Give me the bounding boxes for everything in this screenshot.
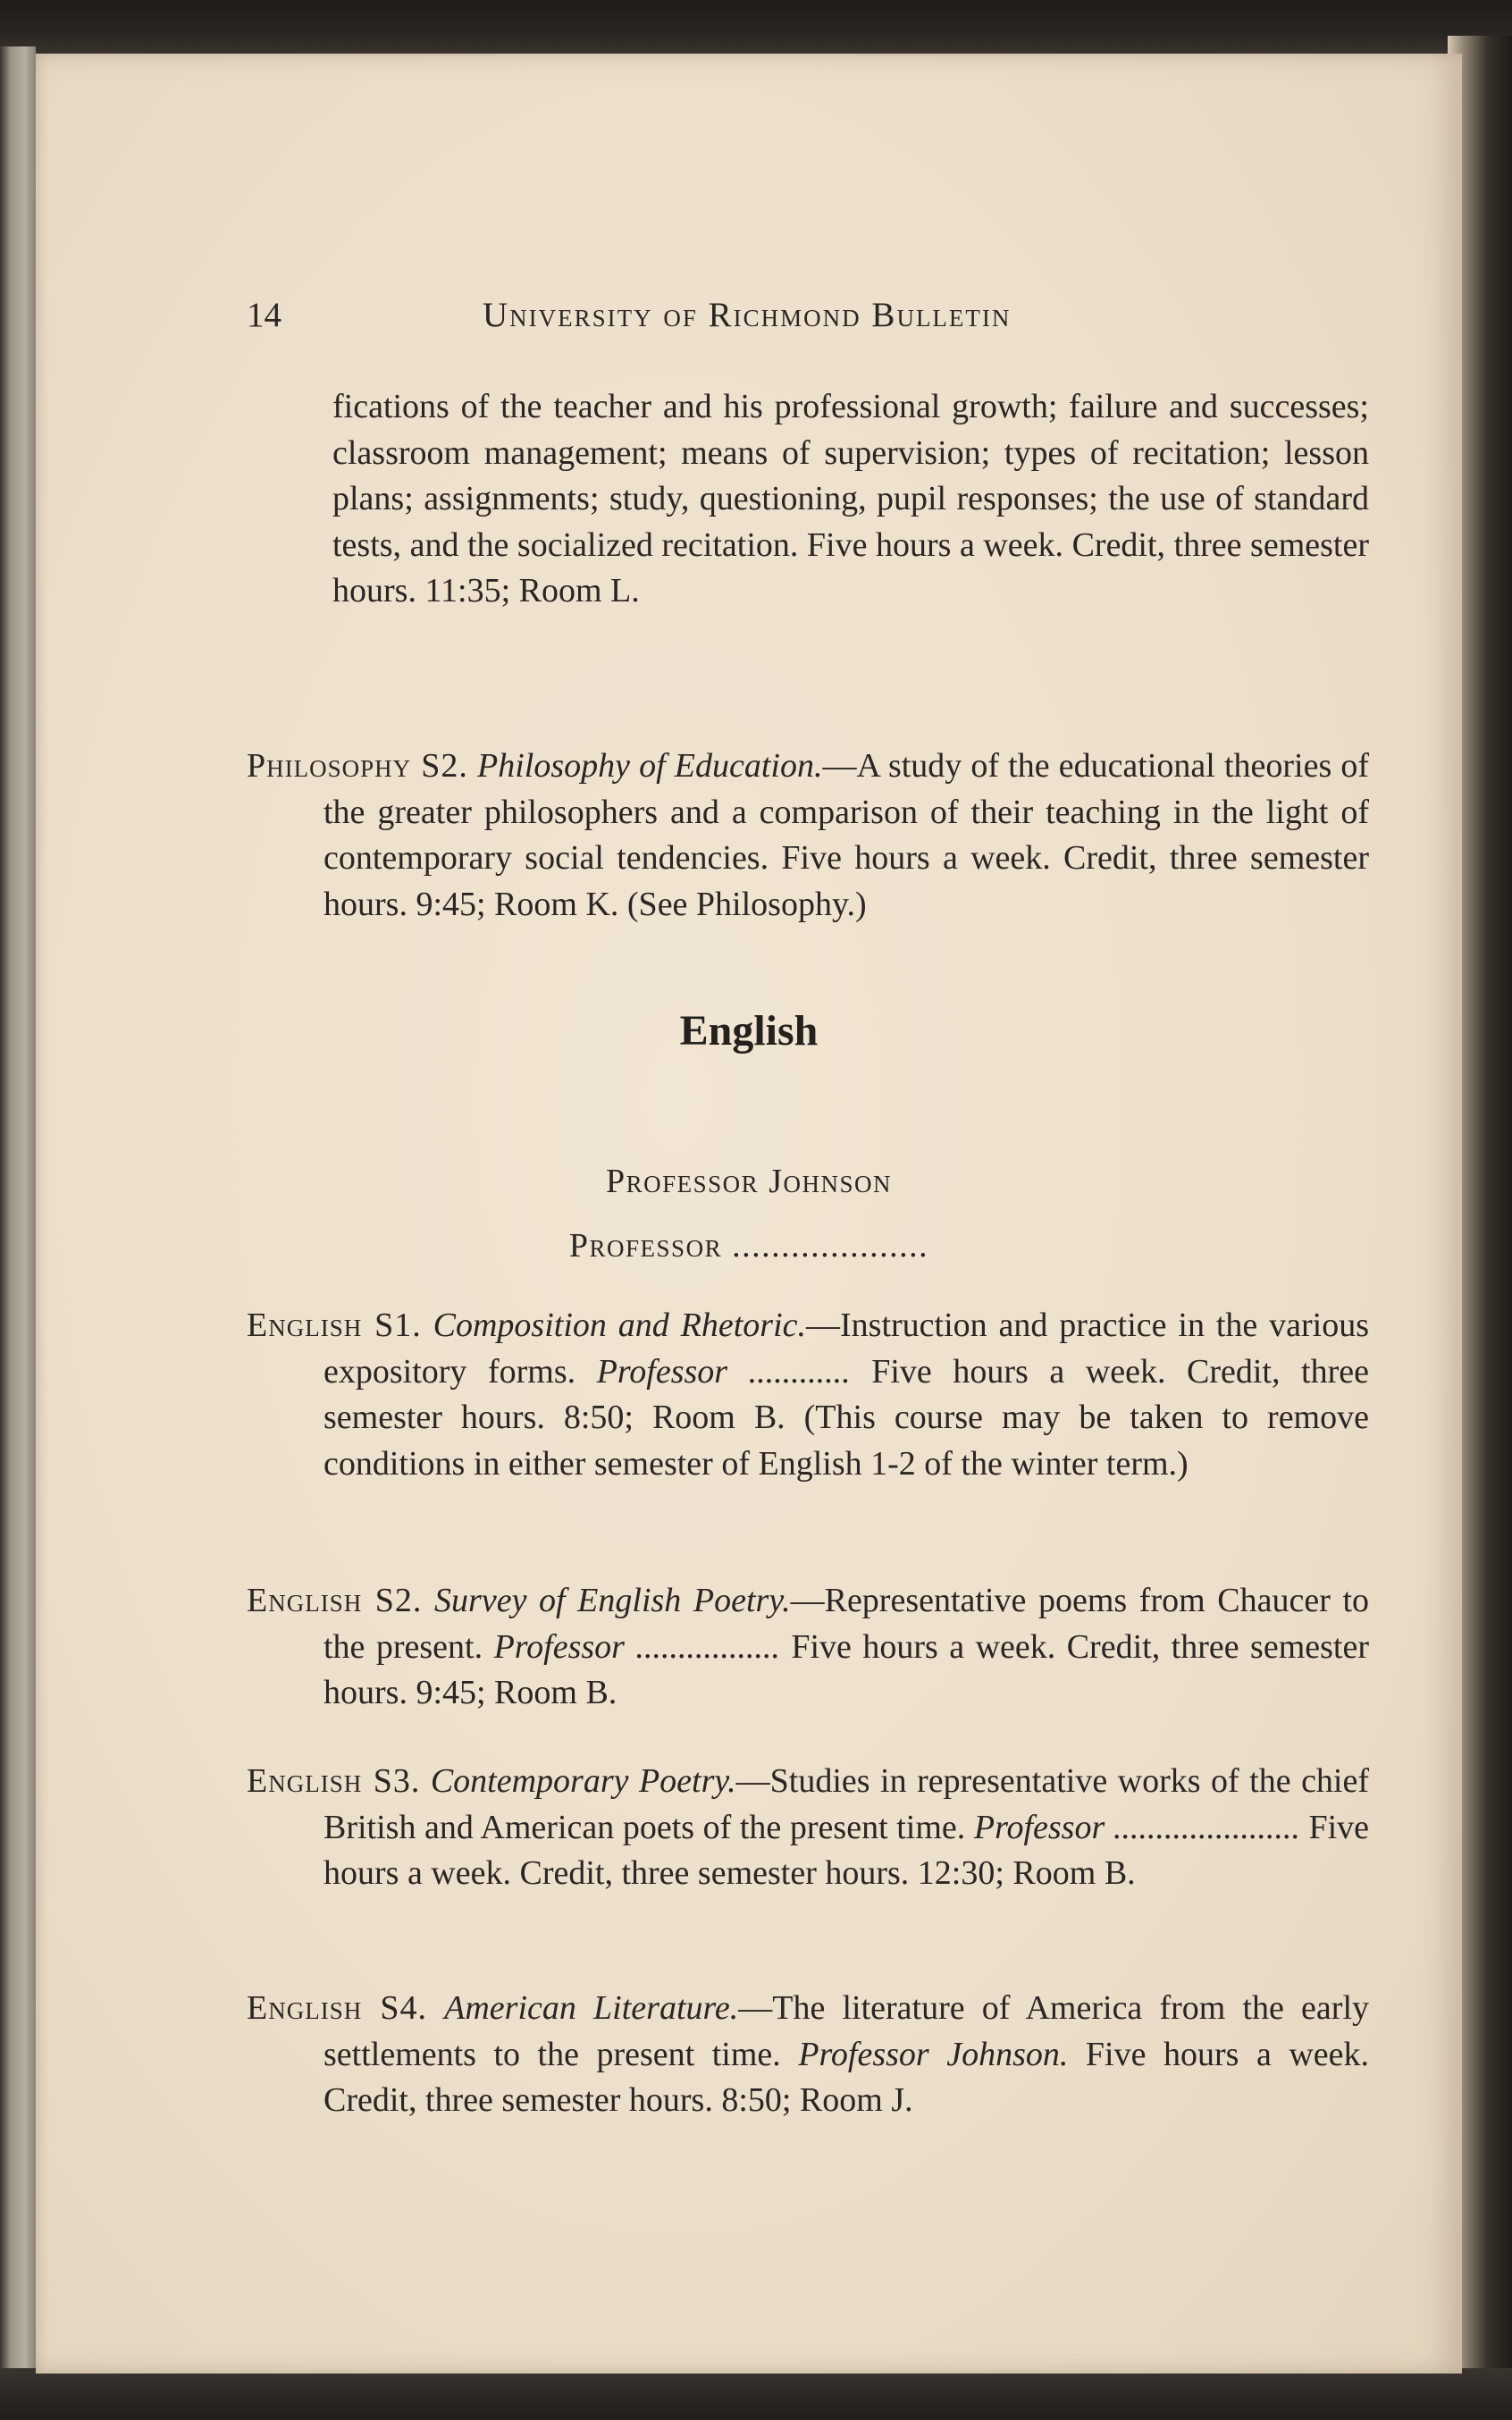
course-description: —Instruction and practice in the various expository forms. — [323, 1307, 1370, 1391]
course-title: American Literature. — [444, 1989, 739, 2027]
course-description: —The literature of America from the early settlements to the present time. — [323, 1989, 1369, 2073]
page-header — [36, 54, 1462, 334]
course-code: English S3. — [247, 1762, 421, 1800]
course-title: Composition and Rhetoric. — [433, 1307, 806, 1344]
course-details: Five hours a week. Credit, three semester hours. 12:30; Room B. — [323, 1808, 1369, 1892]
course-description: —Studies in representative works of the chief British and American poets of the present time. — [323, 1762, 1370, 1846]
course-philosophy-s2 — [247, 744, 1369, 928]
course-instructor: Professor Johnson. — [798, 2035, 1069, 2073]
course-description: —A study of the educational theories of the greater philosophers and a comparison of their teaching in the light of contemporary social tendencies. Five hours a week. Credit, three semester hours. 9:45; Room K. (See Philosophy.) — [323, 747, 1370, 923]
page-number: 14 — [247, 296, 281, 334]
continuation-paragraph: fications of the teacher and his professional growth; failure and successes; classroom management; means of supervision; types of recitation; lesson plans; assignments; study, questioning, pupil responses; the use of standard tests, and the socialized recitation. Five hours a week. Credit, three semester hours. 11:35; Room L. — [332, 388, 1369, 609]
course-details: Five hours a week. Credit, three semester hours. 8:50; Room J. — [323, 2035, 1370, 2119]
course-english-s2 — [247, 1578, 1369, 1717]
course-code: English S1. — [247, 1307, 422, 1344]
course-code: English S2. — [247, 1582, 423, 1619]
book-cover-edge — [0, 46, 36, 2370]
course-instructor: Professor ............ — [596, 1352, 851, 1391]
course-title: Philosophy of Education. — [477, 747, 823, 785]
course-title: Survey of English Poetry. — [434, 1582, 791, 1619]
course-english-s1 — [247, 1303, 1369, 1487]
course-instructor: Professor ................. — [493, 1627, 780, 1666]
running-head: University of Richmond Bulletin — [483, 296, 1012, 334]
scan-bottom-edge — [0, 2368, 1512, 2420]
book-page — [36, 54, 1462, 2374]
course-code: Philosophy S2. — [247, 747, 468, 785]
course-details: Five hours a week. Credit, three semester hours. 8:50; Room B. (This course may be taken to remove conditions in either semester of English 1-2 of the winter term.) — [323, 1352, 1369, 1483]
course-details: Five hours a week. Credit, three semester hours. 9:45; Room B. — [323, 1627, 1369, 1711]
staff-line-1: Professor Johnson — [606, 1163, 892, 1200]
course-instructor: Professor ...................... — [973, 1808, 1300, 1846]
course-title: Contemporary Poetry. — [430, 1762, 736, 1800]
course-description: —Representative poems from Chaucer to the present. — [323, 1582, 1370, 1666]
course-code: English S4. — [247, 1989, 427, 2027]
course-english-s3 — [247, 1759, 1369, 1897]
section-title-english: English — [679, 1007, 819, 1055]
scan-top-edge — [0, 0, 1512, 59]
course-english-s4 — [247, 1986, 1369, 2124]
staff-line-2: Professor .................... — [568, 1227, 929, 1265]
